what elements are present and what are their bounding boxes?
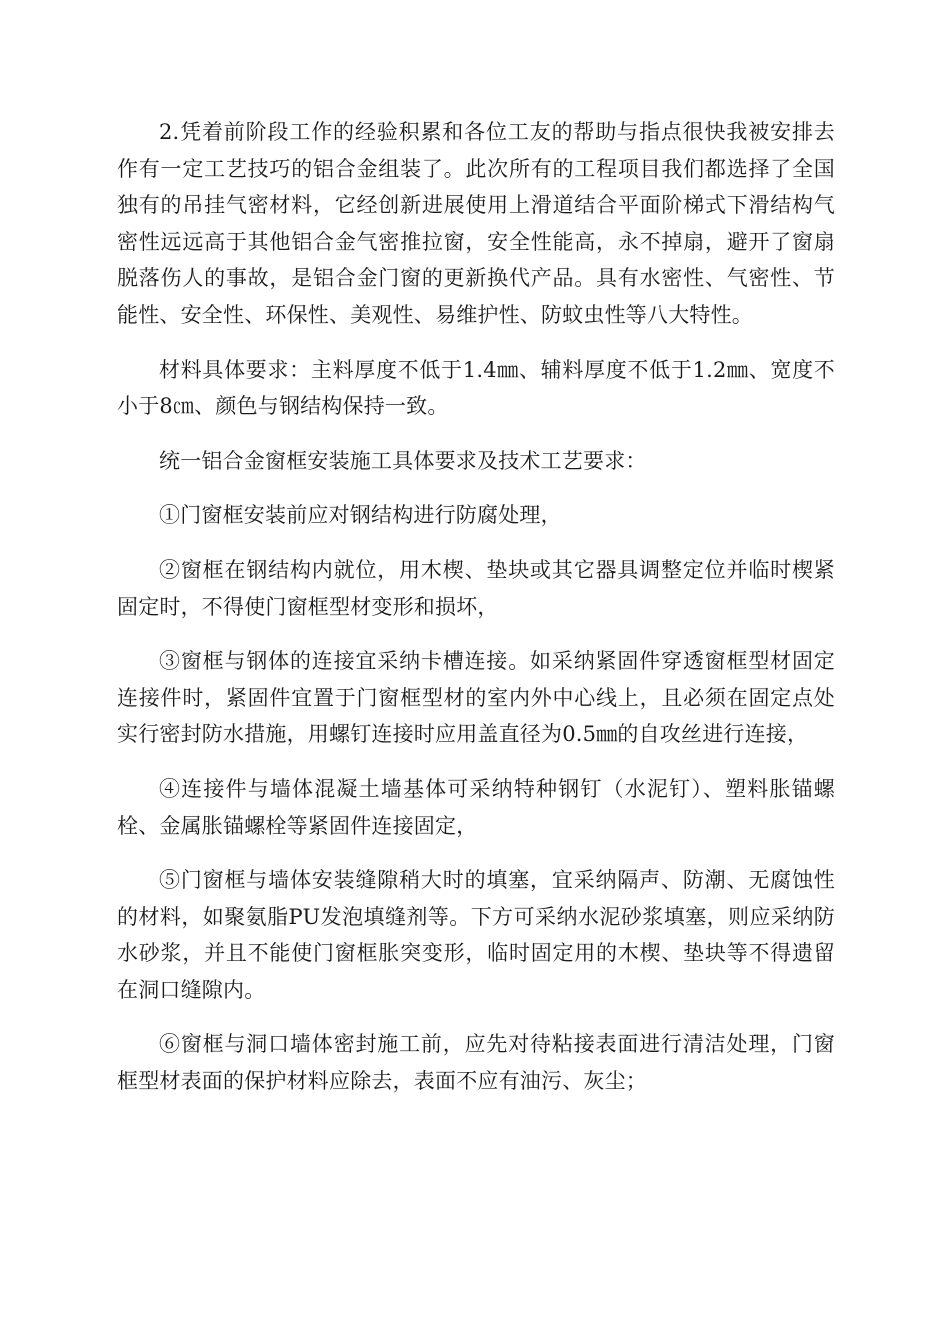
paragraph-item-2: ②窗框在钢结构内就位，用木楔、垫块或其它器具调整定位并临时楔紧固定时，不得使门窗框型材变形和损坏， <box>117 557 835 619</box>
paragraph-item-4: ④连接件与墙体混凝土墙基体可采纳特种钢钉（水泥钉）、塑料胀锚螺栓、金属胀锚螺栓等紧固件连接固定， <box>117 776 835 838</box>
paragraph-item-3: ③窗框与钢体的连接宜采纳卡槽连接。如采纳紧固件穿透窗框型材固定连接件时，紧固件宜置于门窗框型材的室内外中心线上，且必须在固定点处实行密封防水措施，用螺钉连接时应用盖直径为0.5㎜的自攻丝进行连接， <box>117 649 835 747</box>
paragraph-material-requirements: 材料具体要求：主料厚度不低于1.4㎜、辅料厚度不低于1.2㎜、宽度不小于8㎝、颜色与钢结构保持一致。 <box>117 357 835 419</box>
paragraph-item-1: ①门窗框安装前应对钢结构进行防腐处理， <box>159 503 562 528</box>
paragraph-installation-heading: 统一铝合金窗框安装施工具体要求及技术工艺要求： <box>159 448 647 473</box>
document-body <box>117 114 835 1118</box>
paragraph-assembly-intro: 2.凭着前阶段工作的经验积累和各位工友的帮助与指点很快我被安排去作有一定工艺技巧的铝合金组装了。此次所有的工程项目我们都选择了全国独有的吊挂气密材料，它经创新进展使用上滑道结合平面阶梯式下滑结构气密性远远高于其他铝合金气密推拉窗，安全性能高，永不掉扇，避开了窗扇脱落伤人的事故，是铝合金门窗的更新换代产品。具有水密性、气密性、节能性、安全性、环保性、美观性、易维护性、防蚊虫性等八大特性。 <box>117 120 835 327</box>
paragraph-item-6: ⑥窗框与洞口墙体密封施工前，应先对待粘接表面进行清洁处理，门窗框型材表面的保护材料应除去，表面不应有油污、灰尘； <box>117 1032 835 1094</box>
paragraph-item-5: ⑤门窗框与墙体安装缝隙稍大时的填塞，宜采纳隔声、防潮、无腐蚀性的材料，如聚氨脂PU发泡填缝剂等。下方可采纳水泥砂浆填塞，则应采纳防水砂浆，并且不能使门窗框胀突变形，临时固定用的木楔、垫块等不得遗留在洞口缝隙内。 <box>117 868 835 1002</box>
